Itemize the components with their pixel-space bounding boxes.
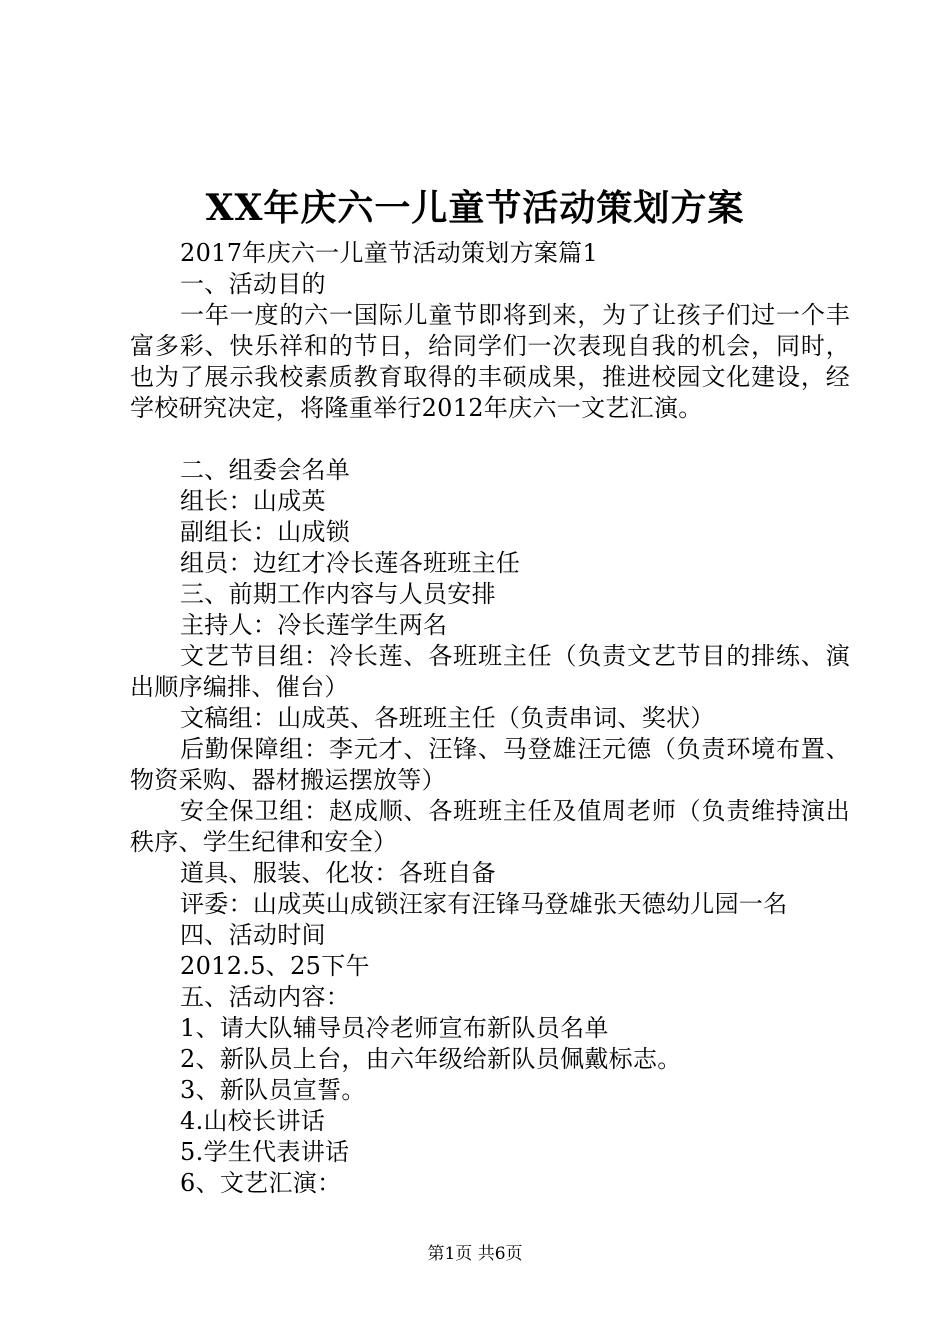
- content-item-1: 1、请大队辅导员冷老师宣布新队员名单: [180, 1014, 609, 1042]
- document-body: [130, 238, 850, 1199]
- committee-leader: 组长：山成英: [180, 487, 326, 515]
- host-line: 主持人：冷长莲学生两名: [180, 611, 448, 639]
- committee-members: 组员：边红才冷长莲各班班主任: [180, 549, 521, 577]
- committee-deputy-leader: 副组长：山成锁: [180, 518, 351, 546]
- subtitle-paragraph: 2017年庆六一儿童节活动策划方案篇1: [180, 239, 599, 267]
- security-group-line: 安全保卫组：赵成顺、各班班主任及值周老师（负责维持演出秩序、学生纪律和安全）: [130, 797, 850, 856]
- content-item-2: 2、新队员上台，由六年级给新队员佩戴标志。: [180, 1045, 682, 1073]
- page-number-footer: 第1页 共6页: [427, 1244, 523, 1264]
- content-item-4: 4.山校长讲话: [180, 1107, 325, 1135]
- body-paragraph-purpose: 一年一度的六一国际儿童节即将到来，为了让孩子们过一个丰富多彩、快乐祥和的节日，给同学们一次表现自我的机会，同时，也为了展示我校素质教育取得的丰硕成果，推进校园文化建设，经学校研究决定，将隆重举行2012年庆六一文艺汇演。: [130, 301, 850, 422]
- judges-line: 评委：山成英山成锁汪家有汪锋马登雄张天德幼儿园一名: [180, 890, 788, 918]
- content-item-6: 6、文艺汇演：: [180, 1169, 342, 1197]
- program-group-line: 文艺节目组：冷长莲、各班班主任（负责文艺节目的排练、演出顺序编排、催台）: [130, 642, 850, 701]
- section-heading-committee: 二、组委会名单: [180, 456, 351, 484]
- script-group-line: 文稿组：山成英、各班班主任（负责串词、奖状）: [180, 704, 715, 732]
- section-heading-time: 四、活动时间: [180, 921, 326, 949]
- props-line: 道具、服装、化妆：各班自备: [180, 859, 496, 887]
- event-time: 2012.5、25下午: [180, 952, 370, 980]
- section-heading-content: 五、活动内容：: [180, 983, 351, 1011]
- section-heading-preparation: 三、前期工作内容与人员安排: [180, 580, 496, 608]
- logistics-group-line: 后勤保障组：李元才、汪锋、马登雄汪元德（负责环境布置、物资采购、器材搬运摆放等）: [130, 735, 850, 794]
- section-heading-purpose: 一、活动目的: [180, 270, 326, 298]
- content-item-5: 5.学生代表讲话: [180, 1138, 350, 1166]
- content-item-3: 3、新队员宣誓。: [180, 1076, 366, 1104]
- document-title: XX年庆六一儿童节活动策划方案: [205, 187, 745, 229]
- paragraph-spacer: [130, 424, 850, 455]
